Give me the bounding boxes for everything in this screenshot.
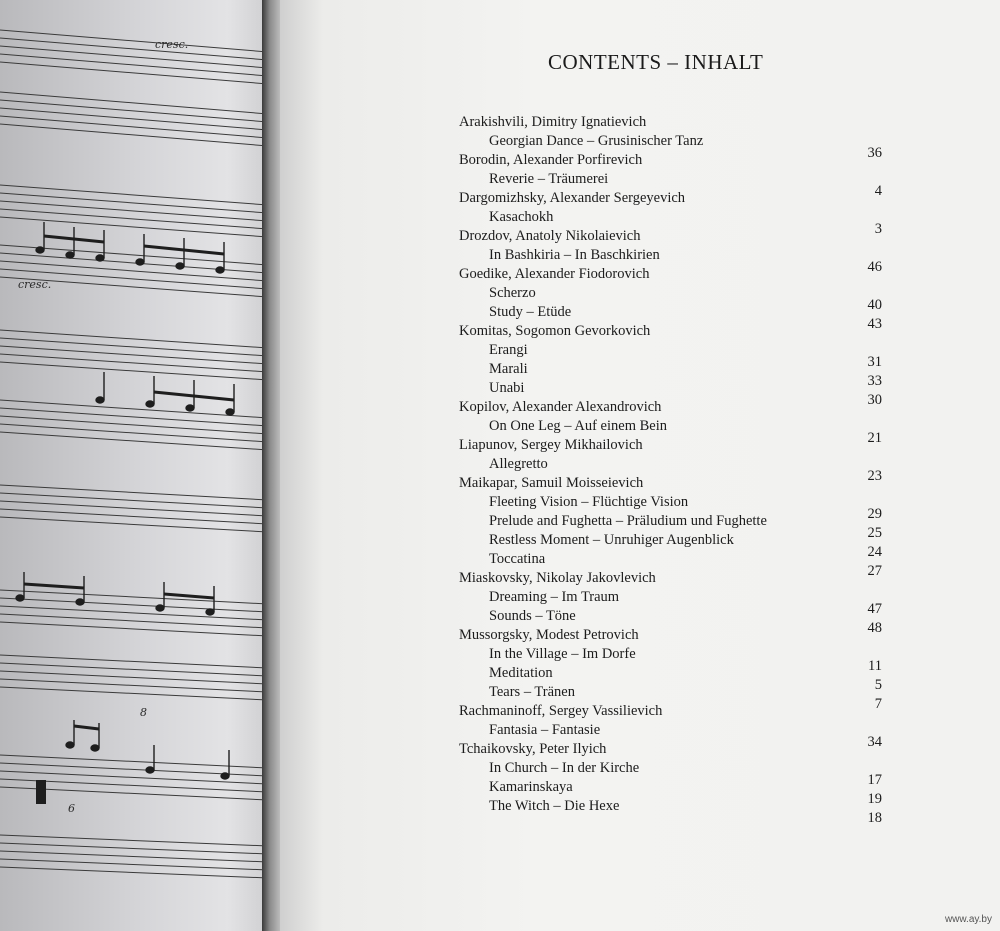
toc-composer: Borodin, Alexander Porfirevich xyxy=(459,152,643,168)
toc-page-number: 19 xyxy=(867,791,882,807)
toc-page-number: 36 xyxy=(867,145,882,161)
toc-composer: Liapunov, Sergey Mikhailovich xyxy=(459,437,643,453)
toc-piece-title: Georgian Dance – Grusinischer Tanz xyxy=(489,133,704,149)
toc-page-number: 23 xyxy=(867,468,882,484)
toc-composer: Dargomizhsky, Alexander Sergeyevich xyxy=(459,190,686,206)
toc-piece-title: Reverie – Träumerei xyxy=(489,171,609,187)
toc-page-number: 30 xyxy=(867,392,882,408)
toc-composer: Maikapar, Samuil Moisseievich xyxy=(459,475,644,491)
toc-piece-title: Meditation xyxy=(489,665,553,681)
toc-page-number: 47 xyxy=(867,601,882,617)
toc-piece-title: Erangi xyxy=(489,342,528,358)
toc-page-number: 24 xyxy=(867,544,882,560)
music-staff-illustration xyxy=(0,0,268,931)
toc-page-number: 17 xyxy=(867,772,882,788)
toc-composer: Miaskovsky, Nikolay Jakovlevich xyxy=(459,570,656,586)
toc-page-number: 48 xyxy=(867,620,882,636)
toc-page-number: 21 xyxy=(867,430,882,446)
toc-piece-title: Fantasia – Fantasie xyxy=(489,722,601,738)
toc-composer: Mussorgsky, Modest Petrovich xyxy=(459,627,639,643)
toc-page-number: 33 xyxy=(867,373,882,389)
toc-page-number: 40 xyxy=(867,297,882,313)
toc-piece-title: Fleeting Vision – Flüchtige Vision xyxy=(489,494,689,510)
toc-composer: Kopilov, Alexander Alexandrovich xyxy=(459,399,662,415)
toc-composer: Komitas, Sogomon Gevorkovich xyxy=(459,323,651,339)
toc-piece-title: Toccatina xyxy=(489,551,546,567)
tuplet-marking: 6 xyxy=(68,802,75,815)
watermark: www.ay.by xyxy=(944,914,992,925)
toc-page-number: 5 xyxy=(874,677,882,693)
toc-page-number: 29 xyxy=(867,506,882,522)
toc-piece-title: Study – Etüde xyxy=(489,304,572,320)
toc-composer: Arakishvili, Dimitry Ignatievich xyxy=(459,114,647,130)
toc-page-number: 46 xyxy=(867,259,882,275)
toc-page-number: 7 xyxy=(874,696,882,712)
page-title: CONTENTS – INHALT xyxy=(548,50,764,74)
cresc-marking: cresc. xyxy=(18,278,52,291)
toc-page-number: 27 xyxy=(867,563,882,579)
toc-piece-title: Tears – Tränen xyxy=(489,684,575,700)
toc-piece-title: Scherzo xyxy=(489,285,536,301)
toc-piece-title: Allegretto xyxy=(489,456,548,472)
toc-piece-title: Kamarinskaya xyxy=(489,779,573,795)
toc-page-number: 18 xyxy=(867,810,882,826)
toc-piece-title: Sounds – Töne xyxy=(489,608,576,624)
toc-piece-title: In Bashkiria – In Baschkirien xyxy=(489,247,660,263)
toc-piece-title: The Witch – Die Hexe xyxy=(489,798,620,814)
toc-composer: Drozdov, Anatoly Nikolaievich xyxy=(459,228,641,244)
toc-page-number: 11 xyxy=(868,658,882,674)
cresc-marking: cresc. xyxy=(155,38,189,51)
toc-page-number: 31 xyxy=(867,354,882,370)
toc-page-number: 43 xyxy=(867,316,882,332)
toc-page-number: 4 xyxy=(874,183,882,199)
octave-marking: 8 xyxy=(140,706,147,719)
toc-piece-title: Kasachokh xyxy=(489,209,554,225)
toc-piece-title: Unabi xyxy=(489,380,525,396)
toc-page-number: 34 xyxy=(867,734,882,750)
toc-composer: Tchaikovsky, Peter Ilyich xyxy=(459,741,607,757)
toc-piece-title: Marali xyxy=(489,361,528,377)
sheet-music-page xyxy=(0,0,268,931)
toc-piece-title: On One Leg – Auf einem Bein xyxy=(489,418,667,434)
toc-piece-title: In Church – In der Kirche xyxy=(489,760,640,776)
toc-page-number: 25 xyxy=(867,525,882,541)
toc-piece-title: Dreaming – Im Traum xyxy=(489,589,620,605)
toc-page-number: 3 xyxy=(874,221,882,237)
toc-piece-title: Prelude and Fughetta – Präludium und Fughette xyxy=(489,513,767,529)
toc-piece-title: In the Village – Im Dorfe xyxy=(489,646,636,662)
toc-composer: Goedike, Alexander Fiodorovich xyxy=(459,266,650,282)
toc-composer: Rachmaninoff, Sergey Vassilievich xyxy=(459,703,663,719)
toc-piece-title: Restless Moment – Unruhiger Augenblick xyxy=(489,532,734,548)
